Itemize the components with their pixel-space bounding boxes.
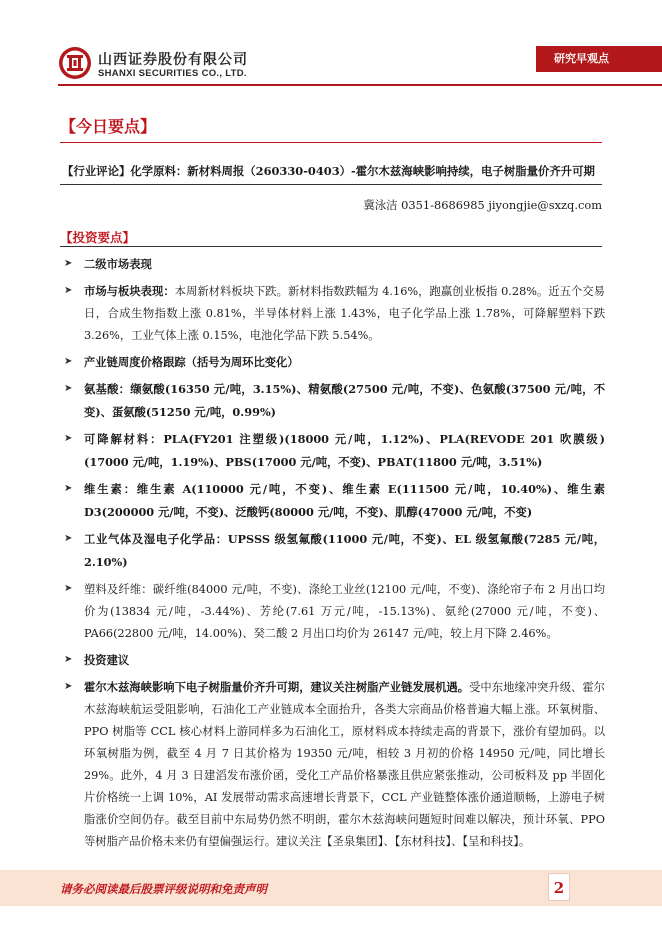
industry-review-title: 【行业评论】化学原料：新材料周报（260330-0403）-霍尔木兹海峡影响持续，电子树脂量价齐升可期 — [62, 164, 595, 178]
list-item: ➤ 产业链周度价格跟踪（括号为周环比变化） — [60, 351, 605, 374]
arrow-bullet-icon: ➤ — [64, 356, 73, 367]
list-item: ➤ 工业气体及湿电子化学品：UPSSS 级氢氟酸(11000 元/吨，不变)、EL 级氢氟酸(7285 元/吨，2.10%) — [60, 528, 605, 574]
company-logo-icon — [58, 46, 92, 80]
arrow-bullet-icon: ➤ — [64, 583, 73, 594]
report-type-tab: 研究早观点 — [536, 46, 662, 72]
author-contact: 冀泳洁 0351-8686985 jiyongjie@sxzq.com — [363, 198, 602, 212]
investment-points-list — [60, 253, 605, 857]
list-item: ➤ 霍尔木兹海峡影响下电子树脂量价齐升可期，建议关注树脂产业链发展机遇。受中东地缘冲突升级、霍尔木兹海峡航运受阻影响，石油化工产业链成本全面抬升，各类大宗商品价格普遍大幅上涨。环氧树脂、PPO 树脂等 CCL 核心材料上游同样多为石油化工，原材料成本持续走高的背景下，涨价有望加码。以环氧树脂为例，截至 4 月 7 日其价格为 19350 元/吨，相较 3 月初的价格 14950 元/吨，同比增长 29%。此外，4 月 3 日建滔发布涨价函，受化工产品价格暴涨且供应紧张推动，公司板料及 pp 半固化片价格统一上调 10%，AI 发展带动需求高速增长背景下，CCL 产业链整体涨价通道顺畅，上游电子树脂涨价空间仍存。截至目前中东局势仍然不明朗，霍尔木兹海峡问题短时间难以解决，预计环氧、PPO 等树脂产品价格未来仍有望偏强运行。建议关注【圣泉集团】、【东材科技】、【呈和科技】。 — [60, 676, 605, 853]
list-item: ➤ 二级市场表现 — [60, 253, 605, 276]
company-name-en: SHANXI SECURITIES CO., LTD. — [98, 68, 247, 79]
arrow-bullet-icon: ➤ — [64, 533, 73, 544]
arrow-bullet-icon: ➤ — [64, 654, 73, 665]
footer-disclaimer: 请务必阅读最后股票评级说明和免责声明 — [60, 882, 267, 896]
page-header — [0, 0, 662, 100]
list-item: ➤ 塑料及纤维：碳纤维(84000 元/吨，不变)、涤纶工业丝(12100 元/吨，不变)、涤纶帘子布 2 月出口均价为(13834 元/吨，-3.44%)、芳纶(7.61 万元/吨，-15.13%)、氨纶(27000 元/吨，不变)、PA66(22800 元/吨，14.00%)、癸二酸 2 月出口均价为 26147 元/吨，较上月下降 2.46%。 — [60, 578, 605, 645]
list-item: ➤ 维生素：维生素 A(110000 元/吨，不变)、维生素 E(111500 元/吨，10.40%)、维生素 D3(200000 元/吨，不变)、泛酸钙(80000 元/吨，不变)、肌醇(47000 元/吨，不变) — [60, 478, 605, 524]
arrow-bullet-icon: ➤ — [64, 383, 73, 394]
arrow-bullet-icon: ➤ — [64, 433, 73, 444]
review-divider — [60, 184, 602, 185]
arrow-bullet-icon: ➤ — [64, 285, 73, 296]
today-highlights-title: 【今日要点】 — [60, 117, 157, 136]
investment-points-title: 【投资要点】 — [60, 230, 136, 245]
today-divider — [60, 142, 602, 143]
arrow-bullet-icon: ➤ — [64, 258, 73, 269]
list-item: ➤ 市场与板块表现：本周新材料板块下跌。新材料指数跌幅为 4.16%，跑赢创业板指 0.28%。近五个交易日，合成生物指数上涨 0.81%，半导体材料上涨 1.43%，电子化学品上涨 1.78%，可降解塑料下跌 3.26%，工业气体上涨 0.15%，电池化学品下跌 5.54%。 — [60, 280, 605, 347]
arrow-bullet-icon: ➤ — [64, 681, 73, 692]
list-item: ➤ 投资建议 — [60, 649, 605, 672]
list-item: ➤ 可降解材料：PLA(FY201 注塑级)(18000 元/吨，1.12%)、PLA(REVODE 201 吹膜级)(17000 元/吨，1.19%)、PBS(17000 元/吨，不变)、PBAT(11800 元/吨，3.51%) — [60, 428, 605, 474]
list-item: ➤ 氨基酸：缬氨酸(16350 元/吨，3.15%)、精氨酸(27500 元/吨，不变)、色氨酸(37500 元/吨，不变)、蛋氨酸(51250 元/吨，0.99%) — [60, 378, 605, 424]
page-number: 2 — [548, 873, 570, 901]
section-divider — [60, 246, 602, 247]
company-name-cn: 山西证券股份有限公司 — [98, 52, 248, 68]
header-divider — [58, 84, 662, 86]
arrow-bullet-icon: ➤ — [64, 483, 73, 494]
